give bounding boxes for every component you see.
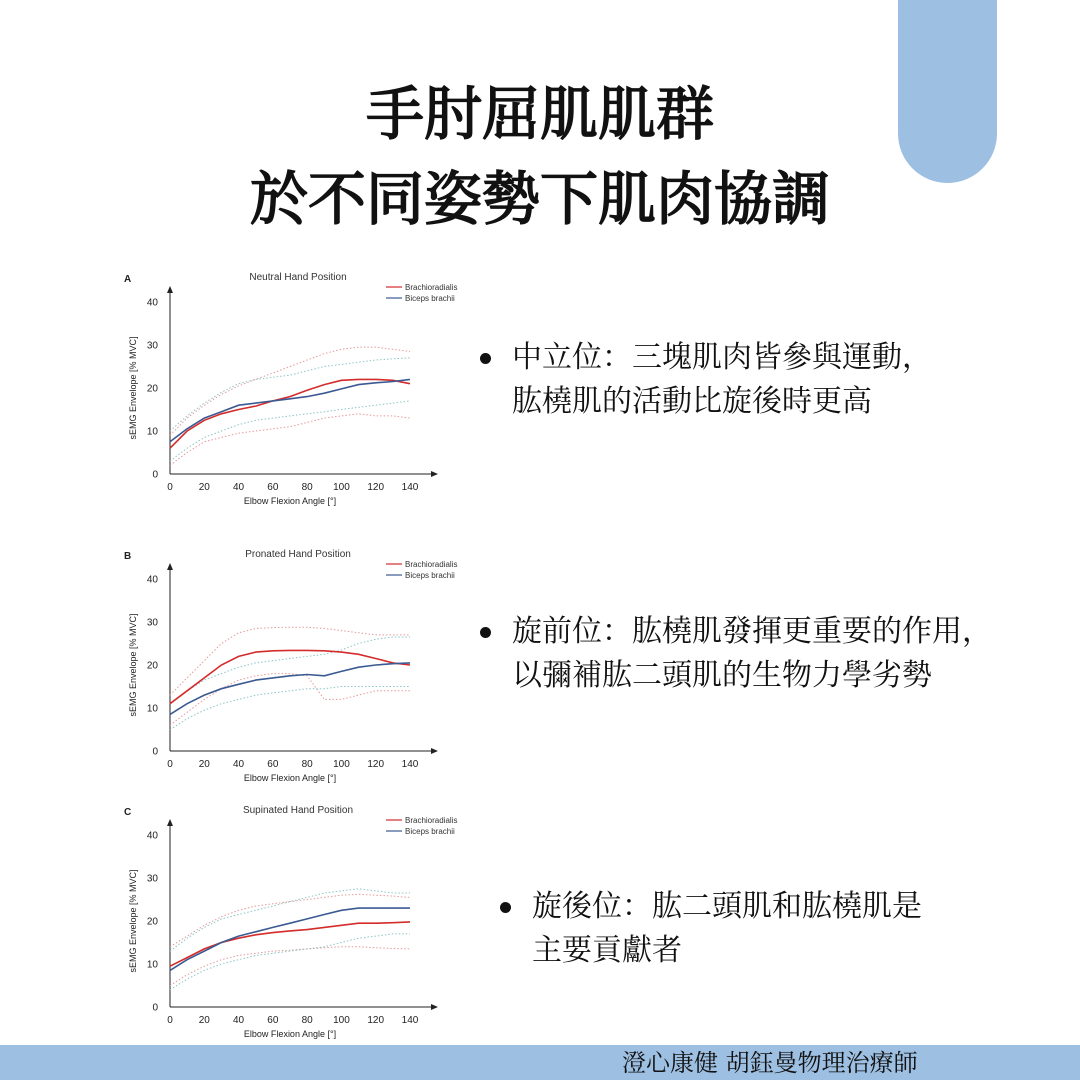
chart-svg	[110, 541, 480, 791]
y-axis-label: sEMG Envelope [% MVC]	[128, 613, 138, 717]
x-tick-label: 60	[267, 759, 279, 770]
chart-title: Pronated Hand Position	[245, 549, 351, 560]
series-line-brachioradialis	[170, 922, 410, 966]
y-axis-arrow-icon	[167, 563, 173, 570]
x-tick-label: 80	[301, 1015, 313, 1026]
legend-label: Brachioradialis	[405, 816, 458, 825]
y-tick-label: 20	[146, 383, 158, 395]
y-tick-label: 10	[146, 959, 158, 971]
y-axis-arrow-icon	[167, 819, 173, 826]
x-tick-label: 140	[401, 1015, 419, 1026]
x-tick-label: 120	[367, 1015, 385, 1026]
band-lower-line	[170, 674, 410, 726]
page-title-line2: 於不同姿勢下肌肉協調	[249, 165, 830, 233]
y-tick-label: 10	[146, 703, 158, 715]
x-tick-label: 60	[267, 482, 279, 493]
x-axis-arrow-icon	[431, 471, 438, 477]
y-tick-label: 20	[146, 660, 158, 672]
band-lower-line	[170, 414, 410, 466]
y-tick-label: 40	[146, 830, 158, 842]
bullet-supinated	[500, 885, 922, 973]
x-tick-label: 140	[401, 759, 419, 770]
band-upper-line	[170, 894, 410, 947]
chart-title: Neutral Hand Position	[249, 272, 347, 283]
y-axis-label: sEMG Envelope [% MVC]	[128, 336, 138, 440]
bullet-pronated-line1: 旋前位：肱橈肌發揮更重要的作用，	[512, 614, 992, 649]
bullet-dot-icon	[480, 353, 491, 364]
band-lower-line	[170, 687, 410, 730]
legend-label: Brachioradialis	[405, 283, 458, 292]
chart-svg	[110, 264, 480, 514]
chart-neutral	[110, 264, 480, 514]
x-tick-label: 100	[333, 1015, 350, 1026]
x-axis-label: Elbow Flexion Angle [°]	[243, 496, 337, 506]
panel-letter: A	[124, 274, 132, 285]
x-tick-label: 140	[401, 482, 419, 493]
x-tick-label: 0	[167, 482, 173, 493]
x-tick-label: 100	[333, 482, 350, 493]
x-tick-label: 60	[267, 1015, 279, 1026]
y-tick-label: 40	[146, 574, 158, 586]
band-lower-line	[170, 934, 410, 990]
x-axis-label: Elbow Flexion Angle [°]	[243, 773, 337, 783]
y-axis-label: sEMG Envelope [% MVC]	[128, 869, 138, 973]
legend-label: Biceps brachii	[405, 827, 455, 836]
bullet-neutral-line2: 肱橈肌的活動比旋後時更高	[512, 384, 872, 419]
x-axis-arrow-icon	[431, 1004, 438, 1010]
x-tick-label: 0	[167, 759, 173, 770]
y-tick-label: 30	[146, 617, 158, 629]
x-tick-label: 80	[301, 759, 313, 770]
x-tick-label: 40	[233, 482, 245, 493]
y-axis-arrow-icon	[167, 286, 173, 293]
band-lower-line	[170, 947, 410, 986]
y-tick-label: 10	[146, 426, 158, 438]
bullet-supinated-line1: 旋後位：肱二頭肌和肱橈肌是	[532, 889, 922, 924]
x-tick-label: 20	[198, 759, 210, 770]
bullet-neutral-line1: 中立位：三塊肌肉皆參與運動，	[512, 340, 932, 375]
x-tick-label: 120	[367, 759, 385, 770]
y-tick-label: 0	[152, 746, 158, 758]
bullet-pronated-line2: 以彌補肱二頭肌的生物力學劣勢	[512, 658, 932, 693]
legend-label: Biceps brachii	[405, 571, 455, 580]
band-upper-line	[170, 627, 410, 695]
footer-credit: 澄心康健 胡鈺曼物理治療師	[622, 1049, 918, 1077]
band-lower-line	[170, 401, 410, 461]
panel-letter: B	[124, 551, 132, 562]
bullet-neutral	[480, 336, 932, 424]
y-tick-label: 0	[152, 469, 158, 481]
series-line-biceps	[170, 663, 410, 715]
legend-label: Brachioradialis	[405, 560, 458, 569]
legend-label: Biceps brachii	[405, 294, 455, 303]
footer-bar	[0, 1045, 1080, 1080]
x-tick-label: 100	[333, 759, 350, 770]
bullet-dot-icon	[500, 902, 511, 913]
x-tick-label: 20	[198, 482, 210, 493]
y-tick-label: 20	[146, 916, 158, 928]
band-upper-line	[170, 889, 410, 951]
series-line-brachioradialis	[170, 379, 410, 448]
x-tick-label: 40	[233, 759, 245, 770]
x-tick-label: 20	[198, 1015, 210, 1026]
bullet-pronated	[480, 610, 992, 698]
y-tick-label: 30	[146, 340, 158, 352]
x-tick-label: 120	[367, 482, 385, 493]
bullet-dot-icon	[480, 627, 491, 638]
x-tick-label: 0	[167, 1015, 173, 1026]
panel-letter: C	[124, 807, 132, 818]
x-tick-label: 80	[301, 482, 313, 493]
chart-title: Supinated Hand Position	[242, 805, 354, 816]
chart-pronated	[110, 541, 480, 791]
x-axis-label: Elbow Flexion Angle [°]	[243, 1029, 337, 1039]
x-axis-arrow-icon	[431, 748, 438, 754]
page-title-line1: 手肘屈肌肌群	[365, 80, 714, 148]
y-tick-label: 40	[146, 297, 158, 309]
y-tick-label: 0	[152, 1002, 158, 1014]
chart-supinated	[110, 797, 480, 1047]
x-tick-label: 40	[233, 1015, 245, 1026]
series-line-biceps	[170, 379, 410, 441]
chart-svg	[110, 797, 480, 1047]
y-tick-label: 30	[146, 873, 158, 885]
bullet-supinated-line2: 主要貢獻者	[532, 933, 682, 968]
series-line-biceps	[170, 908, 410, 970]
